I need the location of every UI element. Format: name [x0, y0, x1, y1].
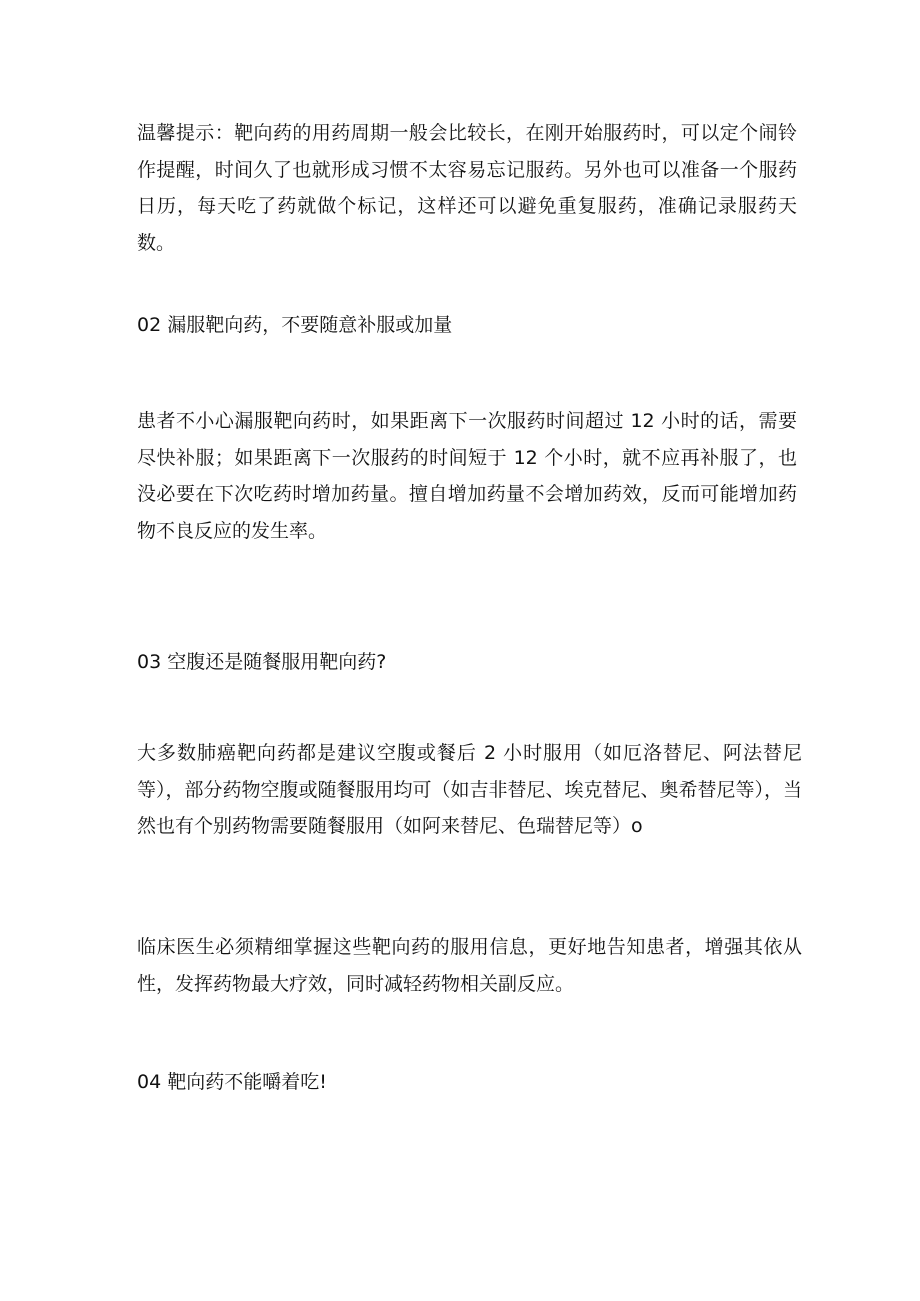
paragraph-reminder-tip: 温馨提示：靶向药的用药周期一般会比较长，在刚开始服药时，可以定个闹铃作提醒，时间久了也就形成习惯不太容易忘记服药。另外也可以准备一个服药日历，每天吃了药就做个标记，这样还可以避免重复服药，准确记录服药天数。: [137, 122, 797, 254]
paragraph-missed-dose: 患者不小心漏服靶向药时，如果距离下一次服药时间超过 12 小时的话，需要尽快补服；如果距离下一次服药的时间短于 12 个小时，就不应再补服了，也没必要在下次吃药时增加药量。擅自增加药量不会增加药效，反而可能增加药物不良反应的发生率。: [137, 410, 797, 542]
section-heading-04: 04 靶向药不能嚼着吃!: [137, 1071, 327, 1093]
paragraph-fasting-or-meal: 大多数肺癌靶向药都是建议空腹或餐后 2 小时服用（如厄洛替尼、阿法替尼等），部分药物空腹或随餐服用均可（如吉非替尼、埃克替尼、奥希替尼等），当然也有个别药物需要随餐服用（如阿来替尼、色瑞替尼等）o: [137, 742, 803, 837]
section-heading-02: 02 漏服靶向药，不要随意补服或加量: [137, 314, 453, 336]
paragraph-clinician-note: 临床医生必须精细掌握这些靶向药的服用信息，更好地告知患者，增强其依从性，发挥药物最大疗效，同时减轻药物相关副反应。: [137, 936, 802, 995]
section-heading-03: 03 空腹还是随餐服用靶向药?: [137, 651, 387, 673]
